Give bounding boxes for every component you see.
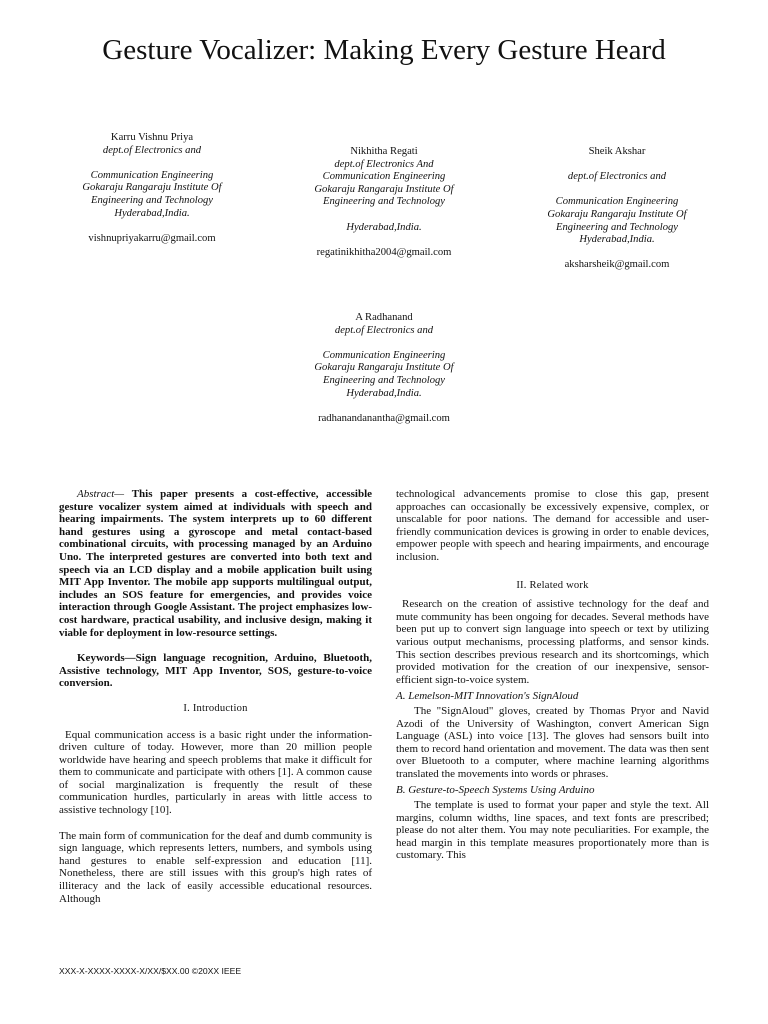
intro-paragraph-2: The main form of communication for the deaf and dumb community is sign language, which represents letters, numbers, and symbols using hand gestures to enable self-expression and education [11]. Nonetheless, there are still issues with this group's high rates of illiteracy and the lack of easily accessible educational resources. Although bbox=[59, 829, 372, 905]
copyright-footer: XXX-X-XXXX-XXXX-X/XX/$XX.00 ©20XX IEEE bbox=[59, 966, 242, 976]
author-inst2: Engineering and Technology bbox=[322, 196, 445, 208]
author-email: regatinikhitha2004@gmail.com bbox=[316, 246, 452, 258]
subsection-b-paragraph: The template is used to format your paper and style the text. All margins, column widths, line spaces, and text fonts are prescribed; please do not alter them. You may note peculiarities. For example, the head margin in this template measures proportionately more than is customary. This bbox=[396, 799, 709, 862]
author-inst2: Engineering and Technology bbox=[555, 221, 678, 233]
author-city: Hyderabad,India. bbox=[114, 207, 190, 219]
author-dept2: Communication Engineering bbox=[322, 349, 446, 361]
author-dept: dept.of Electronics and bbox=[567, 171, 667, 183]
abstract bbox=[59, 488, 372, 639]
abstract-label: Abstract bbox=[77, 488, 115, 500]
author-email: aksharsheik@gmail.com bbox=[564, 259, 670, 271]
section-heading-introduction: I. Introduction bbox=[183, 702, 248, 714]
keywords bbox=[59, 652, 372, 690]
author-block-3 bbox=[522, 146, 712, 272]
subsection-heading-b: B. Gesture-to-Speech Systems Using Arduino bbox=[396, 784, 595, 797]
author-block-1 bbox=[57, 132, 247, 245]
abstract-text: This paper presents a cost-effective, accessible gesture vocalizer system aimed at individuals with speech and hearing impairments. The system interprets up to 60 different hand gestures using a gyroscope and metal contact-based combinational circuits, with processing managed by an Arduino Uno. The interpreted gestures are converted into both text and speech via an LCD display and a mobile application built using MIT App Inventor. The mobile app supports multilingual output, includes an SOS feature for emergencies, and provides voice interaction through Google Assistant. The project emphasizes low-cost hardware, practical usability, and inclusive design, making it viable for deployment in low-resource settings. bbox=[59, 488, 373, 639]
author-dept2: Communication Engineering bbox=[322, 171, 446, 183]
author-inst2: Engineering and Technology bbox=[322, 374, 445, 386]
author-city: Hyderabad,India. bbox=[346, 221, 422, 233]
author-email: radhanandanantha@gmail.com bbox=[318, 412, 450, 424]
author-inst1: Gokaraju Rangaraju Institute Of bbox=[314, 362, 454, 374]
keywords-label: Keywords— bbox=[77, 652, 136, 665]
author-dept: dept.of Electronics and bbox=[102, 144, 202, 156]
author-email: vishnupriyakarru@gmail.com bbox=[88, 232, 216, 244]
subsection-a-paragraph: The "SignAloud" gloves, created by Thomas Pryor and Navid Azodi of the University of Washington, convert American Sign Language (ASL) into voice [13]. The gloves had sensors built into them to record hand orientation and movement. The data was then sent over Bluetooth to a computer, where machine learning algorithms translated the movements into words or phrases. bbox=[396, 704, 709, 780]
author-city: Hyderabad,India. bbox=[346, 387, 422, 399]
author-name: Karru Vishnu Priya bbox=[110, 132, 194, 143]
author-dept: dept.of Electronics and bbox=[334, 324, 434, 336]
left-column bbox=[59, 488, 372, 905]
author-name: Nikhitha Regati bbox=[350, 146, 418, 157]
abstract-dash: — bbox=[114, 488, 125, 500]
author-dept2: Communication Engineering bbox=[90, 169, 214, 181]
author-dept: dept.of Electronics And bbox=[334, 158, 434, 170]
keywords-text: Sign language recognition, Arduino, Bluetooth, Assistive technology, MIT App Inventor, SOS, gesture-to-voice conversion. bbox=[59, 652, 372, 690]
right-column bbox=[396, 488, 709, 862]
related-paragraph-1: Research on the creation of assistive technology for the deaf and mute community has been ongoing for decades. Several methods have been put up to convert sign language into speech or text by utilizing various output mechanisms, processing platforms, and sensor kinds. This section describes previous research and its shortcomings, which provided motivation for the creation of our inexpensive, sensor-efficient sign-to-voice system. bbox=[396, 598, 709, 686]
author-inst1: Gokaraju Rangaraju Institute Of bbox=[547, 208, 687, 220]
author-block-2 bbox=[289, 146, 479, 259]
author-inst1: Gokaraju Rangaraju Institute Of bbox=[314, 183, 454, 195]
author-name: Sheik Akshar bbox=[588, 146, 646, 157]
author-city: Hyderabad,India. bbox=[579, 234, 655, 246]
author-inst1: Gokaraju Rangaraju Institute Of bbox=[82, 182, 222, 194]
author-name: A Radhanand bbox=[355, 312, 413, 323]
intro-paragraph-1: Equal communication access is a basic right under the information-driven culture of today. However, more than 20 million people worldwide have hearing and speech problems that make it difficult for them to communicate and participate with others [1]. A common cause of social marginalization is frequently the result of these communication hurdles, particularly in areas with little access to assistive technology [10]. bbox=[59, 728, 372, 817]
paper-title: Gesture Vocalizer: Making Every Gesture Heard bbox=[102, 34, 666, 66]
author-block-4 bbox=[289, 312, 479, 425]
subsection-heading-a: A. Lemelson-MIT Innovation's SignAloud bbox=[396, 690, 579, 703]
section-heading-related-work: II. Related work bbox=[516, 579, 589, 591]
intro-paragraph-3: technological advancements promise to close this gap, present approaches can occasionally be excessively expensive, complex, or unscalable for poor nations. The demand for accessible and user-friendly communication devices is growing in order to enable devices, empower people with speech and hearing impairments, and encourage inclusion. bbox=[396, 488, 709, 563]
author-dept2: Communication Engineering bbox=[555, 196, 679, 208]
author-inst2: Engineering and Technology bbox=[90, 194, 213, 206]
